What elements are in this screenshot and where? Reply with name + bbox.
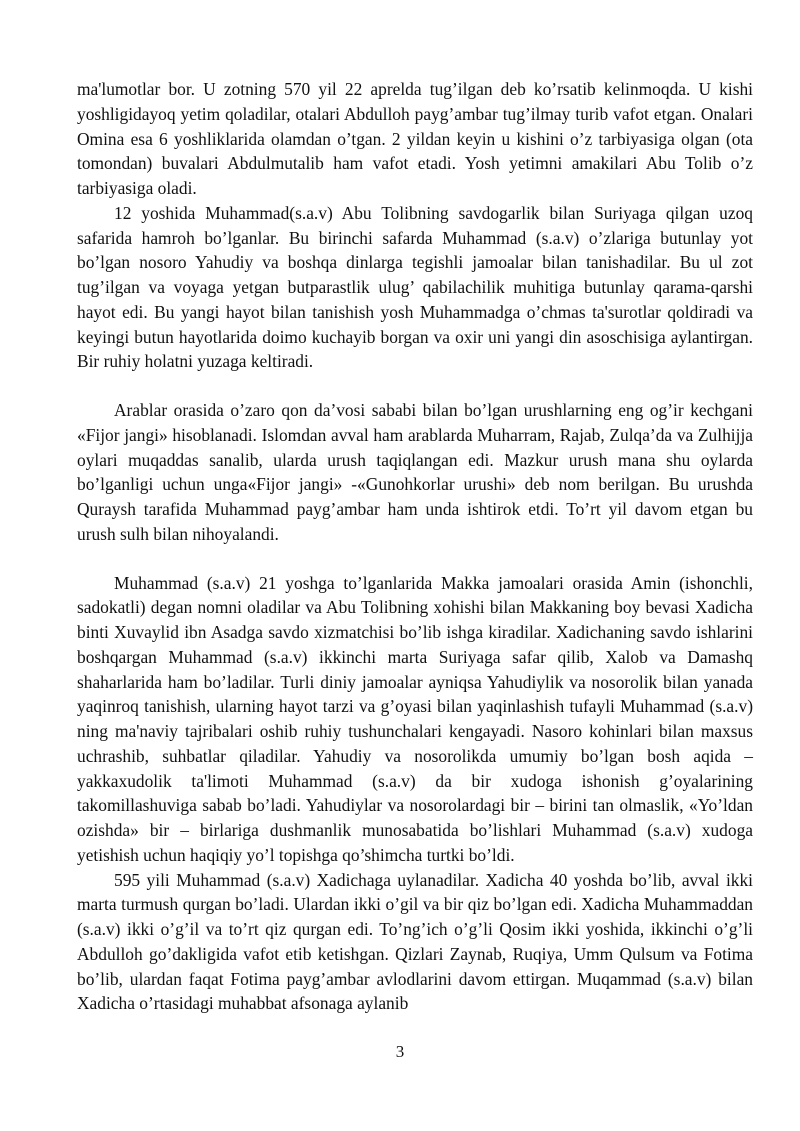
paragraph-fijor-war: Arablar orasida o’zaro qon da’vosi sababi bilan bo’lgan urushlarning eng og’ir kechgani «Fijor jangi» hisoblanadi. Islomdan avval ham arablarda Muharram, Rajab, Zulqa’da va Zulhijja oylari muqaddas sanalib, ularda urush taqiqlangan edi. Mazkur urush mana shu oylarda bo’lganligi uchun unga«Fijor jangi» -«Gunohkorlar urushi» deb nom berilgan. Bu urushda Quraysh tarafida Muhammad payg’ambar ham unda ishtirok etdi. To’rt yil davom etgan bu urush sulh bilan nihoyalandi. bbox=[77, 400, 753, 544]
paragraph-journey-to-syria: 12 yoshida Muhammad(s.a.v) Abu Tolibning savdogarlik bilan Suriyaga qilgan uzoq safarida hamroh bo’lganlar. Bu birinchi safarda Muhammad (s.a.v) o’zlariga butunlay yot bo’lgan nosoro Yahudiy va boshqa dinlarga tegishli jamoalar bilan tanishadilar. Bu ul zot tug’ilgan va voyaga yetgan butparastlik ulug’ qabilachilik muhitiga butunlay qarama-qarshi hayot edi. Bu yangi hayot bilan tanishish yosh Muhammadga o’chmas ta'surotlar qoldiradi va keyingi butun hayotlarida doimo kuchayib borgan va oxir uni yangi din asoschisiga aylantirgan. Bir ruhiy holatni yuzaga keltiradi. bbox=[77, 202, 753, 372]
paragraph-birth-and-orphanhood: ma'lumotlar bor. U zotning 570 yil 22 aprelda tug’ilgan deb ko’rsatib kelinmoqda. U kishi yoshligidayoq yetim qoladilar, otalari Abdulloh payg’ambar tug’ilmay turib vafot etgan. Onalari Omina esa 6 yoshliklarida olamdan o’tgan. 2 yildan keyin u kishini o’z tarbiyasiga olgan (ota tomondan) buvalari Abdulmutalib ham vafot etadi. Yosh yetimni amakilari Abu Tolib o’z tarbiyasiga oladi. bbox=[77, 79, 753, 198]
document-page bbox=[77, 77, 753, 1016]
paragraph-marriage: 595 yili Muhammad (s.a.v) Xadichaga uylanadilar. Xadicha 40 yoshda bo’lib, avval ikki marta turmush qurgan bo’ladi. Ulardan ikki o’gil va bir qiz bo’lgan edi. Xadicha Muhammaddan (s.a.v) ikki o’g’il va to’rt qiz qurgan edi. To’ng’ich o’g’li Qosim ikki yoshida, ikkinchi o’g’li Abdulloh go’dakligida vafot etib ketishgan. Qizlari Zaynab, Ruqiya, Umm Qulsum va Fotima bo’lib, ulardan faqat Fotima payg’ambar avlodlarini davom ettirgan. Muqammad (s.a.v) bilan Xadicha o’rtasidagi muhabbat afsonaga aylanib bbox=[77, 869, 753, 1014]
paragraph-khadija-trade: Muhammad (s.a.v) 21 yoshga to’lganlarida Makka jamoalari orasida Amin (ishonchli, sadokatli) degan nomni oladilar va Abu Tolibning xohishi bilan Makkaning boy bevasi Xadicha binti Xuvaylid ibn Asadga savdo xizmatchisi bo’lib ishga kiradilar. Xadichaning savdo ishlarini boshqargan Muhammad (s.a.v) ikkinchi marta Suriyaga safar qilib, Xalob va Damashq shaharlarida ham bo’ladilar. Turli diniy jamoalar ayniqsa Yahudiylik va nosorolik bilan yanada yaqinroq tanishish, ularning hayot tarzi va g’oyasi bilan yaqinlashish tufayli Muhammad (s.a.v) ning ma'naviy tajribalari oshib ruhiy tushunchalari kengayadi. Nasoro kohinlari bilan maxsus uchrashib, suhbatlar qiladilar. Yahudiy va nosorolikda umumiy bo’lgan bosh aqida – yakkaxudolik ta'limoti Muhammad (s.a.v) da bir xudoga ishonish g’oyalarining takomillashuviga sabab bo’ladi. Yahudiylar va nosorolardagi bir – birini tan olmaslik, «Yo’ldan ozishda» bir – birlariga dushmanlik munosabatida bo’lishlari Muhammad (s.a.v) xudoga yetishish uchun haqiqiy yo’l topishga qo’shimcha turtki bo’ldi. bbox=[77, 572, 753, 865]
page-number: 3 bbox=[395, 1042, 405, 1061]
